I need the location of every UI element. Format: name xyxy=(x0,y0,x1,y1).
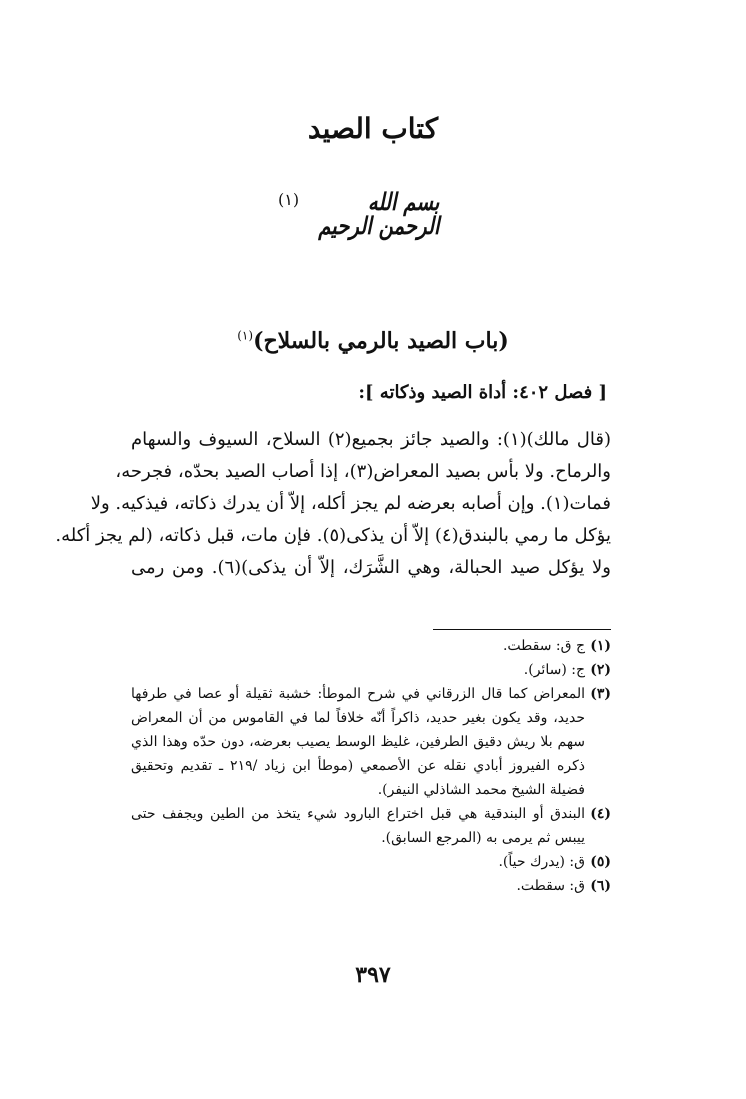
body-paragraph xyxy=(55,424,611,584)
footnote-item xyxy=(131,658,611,682)
footnote-number: (٤) xyxy=(590,806,611,822)
basmala-footnote-ref: (١) xyxy=(278,190,300,209)
footnote-text: البندق أو البندقية هي قبل اختراع البارود شيء يتخذ من الطين ويجفف حتى ييبس ثم يرمى به (المرجع السابق). xyxy=(131,806,585,846)
chapter-title xyxy=(0,328,746,354)
footnote-number: (١) xyxy=(590,638,611,654)
basmala-block xyxy=(0,178,746,258)
chapter-title-footnote-ref: (١) xyxy=(237,328,254,343)
footnote-number: (٥) xyxy=(590,854,611,870)
footnote-number: (٣) xyxy=(590,686,611,702)
footnote-separator xyxy=(433,629,611,630)
footnote-item xyxy=(131,850,611,874)
footnote-item xyxy=(131,682,611,802)
footnote-text: المعراض كما قال الزرقاني في شرح الموطأ: خشبة ثقيلة أو عصا في طرفها حديد، وقد يكون بغير حديد، ذاكراً أنّه خلافاً لما في القاموس من أن المعراض سهم بلا ريش دقيق الطرفين، غليظ الوسط يصيب بعرضه، دون حدّه وهذا الذي ذكره الفيروز أبادي نقله عن الأصمعي (موطأ ابن زياد /٢١٩ ـ تقديم وتحقيق فضيلة الشيخ محمد الشاذلي النيفر). xyxy=(131,686,586,798)
book-title: كتاب الصيد xyxy=(307,112,439,145)
basmala-calligraphy: بسم الله الرحمن الرحيم xyxy=(318,187,440,240)
chapter-title-text: (باب الصيد بالرمي بالسلاح) xyxy=(253,328,509,354)
footnote-item xyxy=(131,802,611,850)
section-heading: [ فصل ٤٠٢: أداة الصيد وذكاته ]: xyxy=(358,382,607,403)
footnote-text: ق: (يدرك حياً). xyxy=(498,854,585,870)
footnote-item xyxy=(131,874,611,898)
body-line: (قال مالك)(١): والصيد جائز بجميع(٢) السلاح، السيوف والسهام xyxy=(131,429,611,450)
footnote-text: ق: سقطت. xyxy=(516,878,585,894)
body-line: فمات(١). وإن أصابه بعرضه لم يجز أكله، إلاّ أن يدرك ذكاته، فيذكيه. ولا xyxy=(90,493,611,514)
body-line: يؤكل ما رمي بالبندق(٤) إلاّ أن يذكى(٥). فإن مات، قبل ذكاته، (لم يجز أكله. xyxy=(55,525,611,546)
footnotes xyxy=(131,634,611,898)
footnote-item xyxy=(131,634,611,658)
footnote-text: ج ق: سقطت. xyxy=(502,638,585,654)
footnote-number: (٢) xyxy=(590,662,611,678)
body-line: ولا يؤكل صيد الحبالة، وهي الشَّرَك، إلاّ أن يذكى)(٦). ومن رمى xyxy=(131,557,611,578)
footnote-text: ج: (سائر). xyxy=(523,662,585,678)
page-number: ٣٩٧ xyxy=(355,962,391,988)
footnote-number: (٦) xyxy=(590,878,611,894)
body-line: والرماح. ولا بأس بصيد المعراض(٣)، إذا أصاب الصيد بحدّه، فجرحه، xyxy=(115,461,611,482)
